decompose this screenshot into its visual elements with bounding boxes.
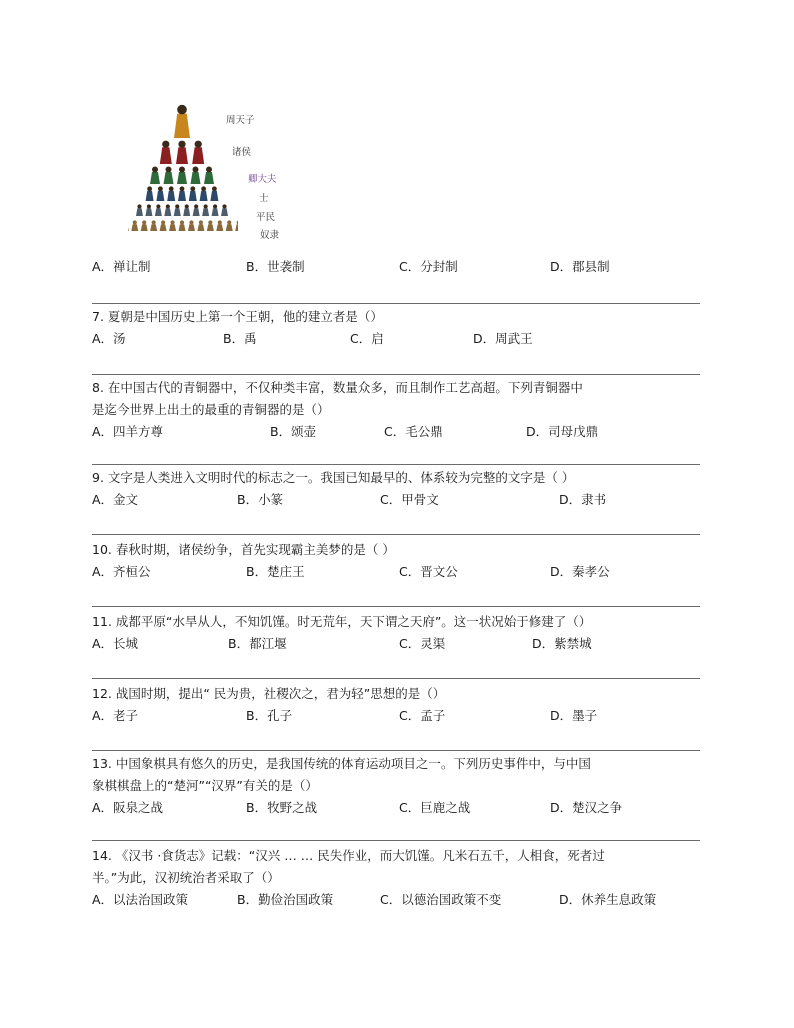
figure-commoners bbox=[212, 204, 219, 216]
option-c[interactable]: C．灵渠 bbox=[399, 636, 446, 651]
option-row bbox=[92, 889, 712, 911]
option-d[interactable]: D．秦孝公 bbox=[550, 564, 610, 579]
option-d[interactable]: D．司母戊鼎 bbox=[526, 424, 599, 439]
figure-king bbox=[174, 105, 190, 138]
figure-commoners bbox=[164, 204, 171, 216]
figure-label-lords: 诸侯 bbox=[232, 147, 252, 158]
question-stem: 7. 夏朝是中国历史上第一个王朝，他的建立者是（） bbox=[92, 309, 383, 324]
divider bbox=[92, 303, 700, 304]
option-d[interactable]: D．楚汉之争 bbox=[550, 800, 623, 815]
option-a[interactable]: A．阪泉之战 bbox=[92, 800, 164, 815]
option-a[interactable]: A．齐桓公 bbox=[92, 564, 151, 579]
question-stem: 8. 在中国古代的青铜器中，不仅种类丰富，数量众多，而且制作工艺高超。下列青铜器中 bbox=[92, 380, 583, 395]
question-10 bbox=[92, 539, 712, 583]
figure-slaves bbox=[197, 220, 204, 231]
figure-label-slaves: 奴隶 bbox=[260, 230, 280, 241]
figure-commoners bbox=[145, 204, 152, 216]
figure-slaves bbox=[160, 220, 167, 231]
figure-commoners bbox=[193, 204, 200, 216]
figure-slaves bbox=[128, 220, 129, 231]
divider bbox=[92, 464, 700, 465]
figure-label-scholars: 士 bbox=[259, 193, 269, 204]
option-c[interactable]: C．以德治国政策不变 bbox=[380, 892, 502, 907]
option-c[interactable]: C．巨鹿之战 bbox=[399, 800, 471, 815]
figure-commoners bbox=[136, 204, 143, 216]
question-11 bbox=[92, 611, 712, 655]
figure-commoners bbox=[174, 204, 181, 216]
option-c[interactable]: C．毛公鼎 bbox=[384, 424, 443, 439]
option-row bbox=[92, 421, 712, 443]
figure-label-commoners: 平民 bbox=[256, 212, 276, 223]
figure-scholars bbox=[189, 186, 197, 201]
divider bbox=[92, 678, 700, 679]
divider bbox=[92, 750, 700, 751]
option-a[interactable]: A．禅让制 bbox=[92, 259, 151, 274]
question-7 bbox=[92, 306, 712, 350]
figure-ministers bbox=[177, 167, 187, 185]
question-6 bbox=[92, 256, 712, 278]
option-c[interactable]: C．晋文公 bbox=[399, 564, 458, 579]
figure-slaves bbox=[150, 220, 157, 231]
option-c[interactable]: C．甲骨文 bbox=[380, 492, 439, 507]
option-row bbox=[92, 797, 712, 819]
figure-commoners bbox=[183, 204, 190, 216]
figure-slaves bbox=[188, 220, 195, 231]
question-14 bbox=[92, 845, 712, 911]
option-c[interactable]: C．分封制 bbox=[399, 259, 458, 274]
figure-commoners bbox=[221, 204, 228, 216]
question-stem: 12. 战国时期，提出“ 民为贵，社稷次之，君为轻”思想的是（） bbox=[92, 686, 446, 701]
option-d[interactable]: D．墨子 bbox=[550, 708, 598, 723]
figure-lords bbox=[176, 141, 188, 164]
option-c[interactable]: C．启 bbox=[350, 331, 384, 346]
option-d[interactable]: D．郡县制 bbox=[550, 259, 610, 274]
figure-scholars bbox=[210, 186, 218, 201]
divider bbox=[92, 374, 700, 375]
figure-commoners bbox=[155, 204, 162, 216]
option-row bbox=[92, 633, 712, 655]
social-hierarchy-figure bbox=[128, 96, 288, 246]
question-13 bbox=[92, 753, 712, 819]
option-b[interactable]: B．楚庄王 bbox=[246, 564, 305, 579]
figure-scholars bbox=[167, 186, 175, 201]
figure-ministers bbox=[204, 167, 214, 185]
option-row bbox=[92, 561, 712, 583]
option-a[interactable]: A．长城 bbox=[92, 636, 139, 651]
question-9 bbox=[92, 467, 712, 511]
option-c[interactable]: C．孟子 bbox=[399, 708, 446, 723]
option-d[interactable]: D．隶书 bbox=[559, 492, 607, 507]
figure-commoners bbox=[202, 204, 209, 216]
figure-scholars bbox=[200, 186, 208, 201]
question-stem: 14. 《汉书 ·食货志》记载：“汉兴 … … 民失作业，而大饥馑。凡米石五千，人相食，死者过 bbox=[92, 848, 605, 863]
figure-ministers bbox=[191, 167, 201, 185]
option-row bbox=[92, 705, 712, 727]
figure-slaves bbox=[169, 220, 176, 231]
figure-ministers bbox=[150, 167, 160, 185]
figure-slaves bbox=[141, 220, 148, 231]
figure-scholars bbox=[156, 186, 164, 201]
figure-slaves bbox=[207, 220, 214, 231]
figure-label-ministers: 卿大夫 bbox=[248, 174, 277, 185]
question-stem: 10. 春秋时期，诸侯纷争，首先实现霸主美梦的是（ ） bbox=[92, 542, 395, 557]
option-b[interactable]: B．勤俭治国政策 bbox=[237, 892, 334, 907]
option-row bbox=[92, 489, 712, 511]
option-a[interactable]: A．老子 bbox=[92, 708, 139, 723]
divider bbox=[92, 840, 700, 841]
option-d[interactable]: D．休养生息政策 bbox=[559, 892, 657, 907]
option-b[interactable]: B．孔子 bbox=[246, 708, 293, 723]
question-stem-line-2: 半。”为此，汉初统治者采取了（） bbox=[92, 870, 280, 885]
question-stem: 9. 文字是人类进入文明时代的标志之一。我国已知最早的、体系较为完整的文字是（ ） bbox=[92, 470, 575, 485]
question-stem-line-2: 象棋棋盘上的“楚河”“汉界”有关的是（） bbox=[92, 778, 318, 793]
figure-slaves bbox=[235, 220, 238, 231]
figure-slaves bbox=[216, 220, 223, 231]
option-b[interactable]: B．小篆 bbox=[237, 492, 284, 507]
option-b[interactable]: B．禹 bbox=[223, 331, 257, 346]
figure-slaves bbox=[179, 220, 186, 231]
option-row bbox=[92, 328, 712, 350]
option-a[interactable]: A．汤 bbox=[92, 331, 126, 346]
divider bbox=[92, 534, 700, 535]
option-b[interactable]: B．颂壶 bbox=[270, 424, 317, 439]
question-stem-line-2: 是迄今世界上出土的最重的青铜器的是（） bbox=[92, 402, 330, 417]
figure-slaves bbox=[131, 220, 138, 231]
option-a[interactable]: A．四羊方尊 bbox=[92, 424, 164, 439]
figure-scholars bbox=[178, 186, 186, 201]
option-a[interactable]: A．金文 bbox=[92, 492, 139, 507]
figure-lords bbox=[160, 141, 172, 164]
figure-scholars bbox=[146, 186, 154, 201]
option-a[interactable]: A．以法治国政策 bbox=[92, 892, 189, 907]
option-b[interactable]: B．都江堰 bbox=[228, 636, 287, 651]
divider bbox=[92, 606, 700, 607]
option-b[interactable]: B．世袭制 bbox=[246, 259, 305, 274]
figure-slaves bbox=[226, 220, 233, 231]
figure-label-king: 周天子 bbox=[226, 115, 255, 126]
option-b[interactable]: B．牧野之战 bbox=[246, 800, 318, 815]
option-d[interactable]: D．紫禁城 bbox=[532, 636, 592, 651]
option-row bbox=[92, 256, 712, 278]
question-8 bbox=[92, 377, 712, 443]
figure-ministers bbox=[164, 167, 174, 185]
pyramid-illustration bbox=[128, 96, 238, 246]
figure-lords bbox=[192, 141, 204, 164]
question-stem: 13. 中国象棋具有悠久的历史，是我国传统的体育运动项目之一。下列历史事件中，与中国 bbox=[92, 756, 591, 771]
option-d[interactable]: D．周武王 bbox=[473, 331, 533, 346]
question-stem: 11. 成都平原“水旱从人，不知饥馑。时无荒年，天下谓之天府”。这一状况始于修建了（） bbox=[92, 614, 592, 629]
question-12 bbox=[92, 683, 712, 727]
